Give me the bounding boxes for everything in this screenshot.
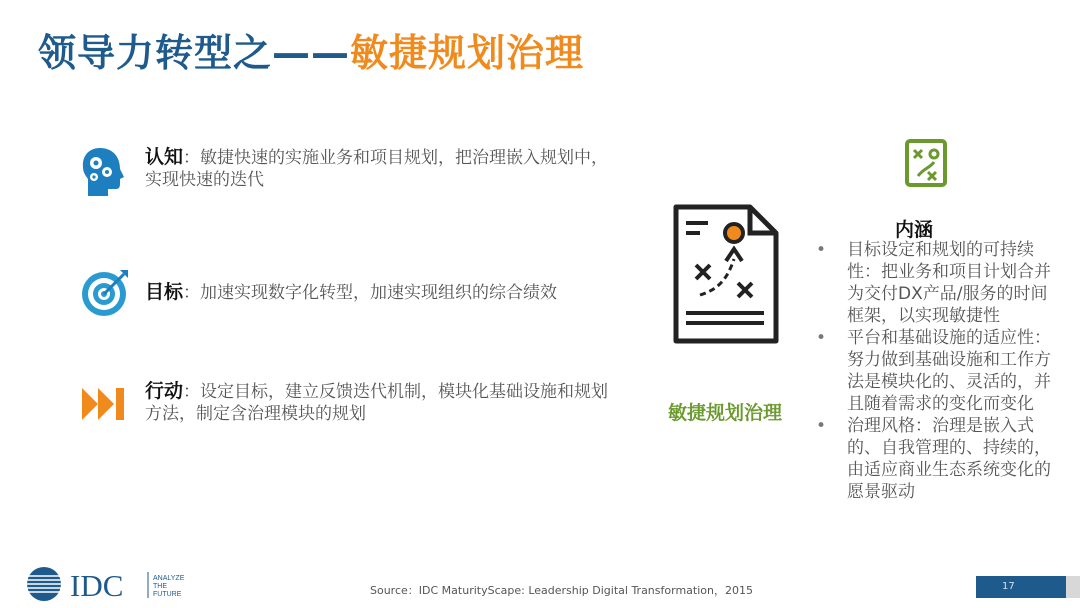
source-note: Source：IDC MaturityScape: Leadership Digital Transformation，2015 xyxy=(370,584,753,597)
list-item: • 平台和基础设施的适应性：努力做到基础设施和工作方法是模块化的、灵活的，并且随着需求的变化而变化 xyxy=(816,328,1051,414)
meaning-list xyxy=(816,239,1056,503)
tactics-board-icon xyxy=(904,138,948,188)
row-text xyxy=(145,281,615,304)
head-gears-icon xyxy=(80,146,132,198)
svg-text:ANALYZE: ANALYZE xyxy=(153,575,185,582)
row-text xyxy=(145,146,615,191)
center-label: 敏捷规划治理 xyxy=(668,402,783,424)
idc-logo xyxy=(20,566,200,602)
page-number-edge xyxy=(1066,576,1080,598)
row-body: ：敏捷快速的实施业务和项目规划，把治理嵌入规划中，实现快速的迭代 xyxy=(145,148,609,190)
svg-text:FUTURE: FUTURE xyxy=(153,591,182,598)
row-body: ：加速实现数字化转型，加速实现组织的综合绩效 xyxy=(183,283,558,303)
target-icon xyxy=(80,266,132,318)
title-prefix: 领导力转型之—— xyxy=(38,31,351,75)
fast-forward-icon xyxy=(80,380,132,432)
svg-text:THE: THE xyxy=(153,583,167,590)
list-item: • 目标设定和规划的可持续性：把业务和项目计划合并为交付DX产品/服务的时间框架，以实现敏捷性 xyxy=(816,240,1051,326)
strategy-plan-icon xyxy=(672,203,780,345)
title-highlight: 敏捷规划治理 xyxy=(350,31,585,75)
row-body: ：设定目标，建立反馈迭代机制，模块化基础设施和规划方法，制定含治理模块的规划 xyxy=(145,382,609,424)
meaning-title: 内涵 xyxy=(895,219,934,241)
svg-text:IDC: IDC xyxy=(70,568,124,602)
row-text xyxy=(145,380,615,425)
row-heading: 认知 xyxy=(145,146,184,168)
row-heading: 行动 xyxy=(145,380,184,402)
slide-title xyxy=(38,22,584,77)
row-heading: 目标 xyxy=(145,281,184,303)
page-number: 17 xyxy=(976,576,1066,598)
list-item: • 治理风格：治理是嵌入式的、自我管理的、持续的，由适应商业生态系统变化的愿景驱动 xyxy=(816,416,1051,502)
